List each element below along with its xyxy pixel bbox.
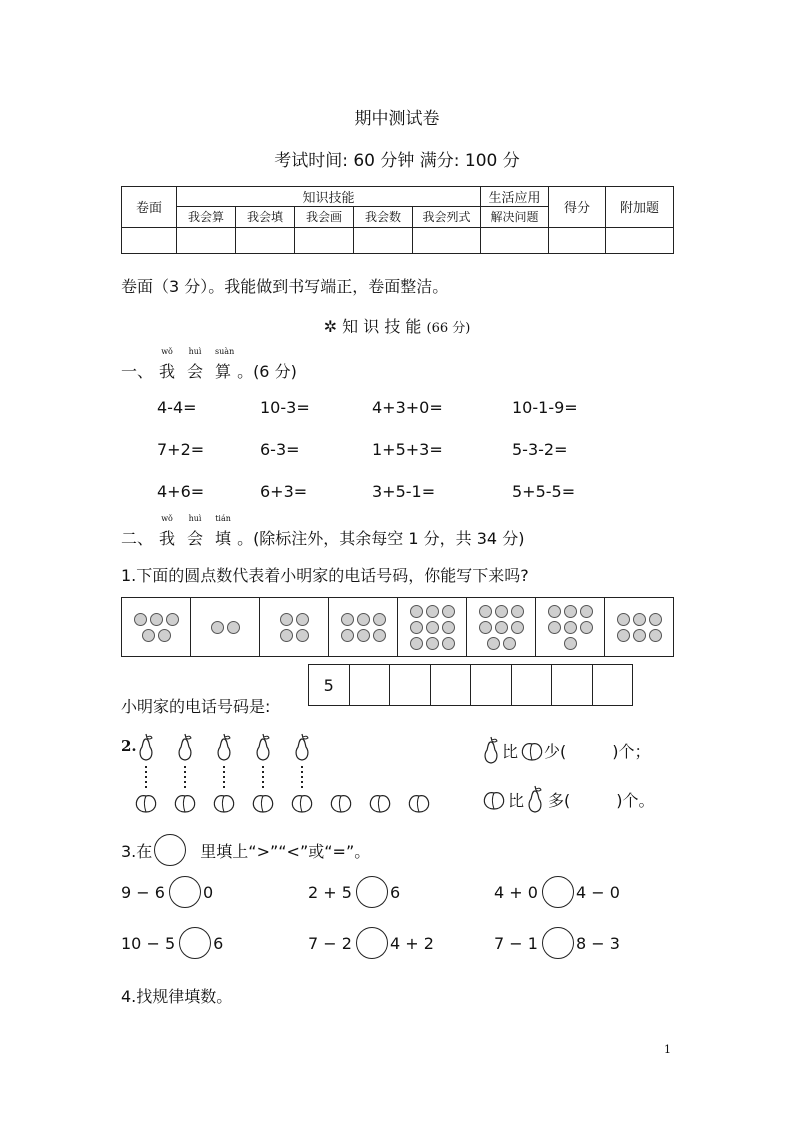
dot [548,605,561,618]
calc-item[interactable]: 5+5-5= [512,482,576,501]
compare-item [308,927,434,959]
dot [280,613,293,626]
calc-item[interactable]: 4-4= [157,398,197,417]
score-blank[interactable] [481,227,549,253]
phone-digit-blank[interactable] [431,665,472,705]
dot [296,613,309,626]
dot [479,621,492,634]
p2-line1 [482,735,651,765]
dot [142,629,155,642]
calc-item[interactable]: 7+2= [157,440,205,459]
phone-digit-blank[interactable] [390,665,431,705]
pear-icon [257,734,269,760]
phone-digit-blank[interactable] [471,665,512,705]
peach-icon [175,796,194,812]
dot [357,629,370,642]
dot [357,613,370,626]
p2-line2 [482,784,655,814]
compare-left: 10 − 5 [121,933,176,953]
score-shenghuo-sub: 解决问题 [481,207,549,227]
dot [580,605,593,618]
peach-icon [136,796,155,812]
dot [548,621,561,634]
compare-circle[interactable] [179,927,211,959]
q1-prefix: 一、 [121,362,154,381]
dot [495,621,508,634]
dot [373,613,386,626]
compare-right: 4 − 0 [575,882,620,902]
score-sub: 我会数 [354,207,413,227]
ruby-word: suàn 算 [215,347,235,381]
calc-item[interactable]: 5-3-2= [512,440,568,459]
dot [442,637,455,650]
flower-icon: ✲ [323,317,338,336]
calc-item[interactable]: 10-1-9= [512,398,578,417]
pear-icon [296,734,308,760]
score-zhishi: 知识技能 [177,187,481,207]
compare-item [121,876,213,908]
score-juanmian: 卷面 [122,187,177,228]
p3-text-a: 3.在 [121,841,153,861]
compare-left: 4 + 0 [494,882,538,902]
ruby-word: huì 会 [187,347,204,381]
ruby-word: huì 会 [187,514,204,548]
section-label: 知 识 技 能 [342,317,422,336]
dot-cell [536,598,605,656]
score-table [121,186,674,254]
dot-cell [467,598,536,656]
p3-instruction [121,834,370,866]
dot [617,613,630,626]
compare-left: 2 + 5 [308,882,352,902]
dot-cell [329,598,398,656]
score-sub: 我会画 [295,207,354,227]
score-blank[interactable] [122,227,177,253]
duo-text: 多( [548,790,571,810]
compare-item [308,876,400,908]
compare-left: 7 − 1 [494,933,538,953]
pear-icon [526,784,544,814]
calc-item[interactable]: 1+5+3= [372,440,443,459]
peach-icon [292,796,311,812]
fruit-illustration [120,732,440,822]
compare-circle[interactable] [356,876,388,908]
dot [633,613,646,626]
p3-text-b: 里填上“>”“<”或“=”。 [200,841,371,861]
p1-question: 1.下面的圆点数代表着小明家的电话号码，你能写下来吗? [121,566,529,585]
compare-left: 7 − 2 [308,933,352,953]
pear-icon [179,734,191,760]
dot [580,621,593,634]
compare-right: 0 [202,882,214,902]
peach-icon [370,796,389,812]
q1-heading [121,347,297,382]
compare-item [121,927,223,959]
phone-digit: 5 [309,665,350,705]
dot [564,621,577,634]
dot [564,605,577,618]
peach-icon [520,738,544,762]
calc-item[interactable]: 6-3= [260,440,300,459]
dot [373,629,386,642]
score-blank[interactable] [413,227,481,253]
section-heading [0,314,794,337]
exam-info: 考试时间: 60 分钟 满分: 100 分 [274,151,520,171]
compare-item [494,876,620,908]
ge-text: )个。 [616,790,655,810]
phone-digit-blank[interactable] [552,665,593,705]
ruby-word: wǒ 我 [159,514,176,548]
compare-circle[interactable] [169,876,201,908]
calc-item[interactable]: 4+3+0= [372,398,443,417]
dot [617,629,630,642]
phone-digit-blank[interactable] [350,665,391,705]
dot [150,613,163,626]
compare-item [494,927,620,959]
dot [649,613,662,626]
q2-heading [121,514,525,549]
dot [410,605,423,618]
calc-item[interactable]: 3+5-1= [372,482,436,501]
p2-number: 2. [121,737,137,755]
dots-table [121,597,674,657]
peach-icon [331,796,350,812]
dot [487,637,500,650]
ruby-word: tián 填 [215,514,232,548]
q1-suffix: 。(6 分) [237,362,297,381]
dot-cell [605,598,673,656]
bi-text: 比 [502,741,519,761]
dot-cell [260,598,329,656]
peach-icon [214,796,233,812]
dot [166,613,179,626]
score-sub: 我会填 [236,207,295,227]
compare-circle[interactable] [542,876,574,908]
compare-right: 6 [213,933,224,953]
dot [564,637,577,650]
p4-question: 4.找规律填数。 [121,987,233,1006]
dot [426,621,439,634]
dot [211,621,224,634]
score-blank[interactable] [177,227,236,253]
ruby-word: wǒ 我 [159,347,176,381]
dot [495,605,508,618]
score-blank[interactable] [549,227,606,253]
q2-prefix: 二、 [121,529,154,548]
score-sub: 我会算 [177,207,236,227]
dot [442,621,455,634]
calc-item[interactable]: 10-3= [260,398,310,417]
peach-icon [253,796,272,812]
dot [158,629,171,642]
dot [511,605,524,618]
ge-text: )个； [612,741,651,761]
dot [341,613,354,626]
compare-circle[interactable] [356,927,388,959]
compare-right: 8 − 3 [575,933,620,953]
section-points: (66 分) [426,321,471,336]
dot [134,613,147,626]
dot-cell [122,598,191,656]
score-blank[interactable] [606,227,674,253]
pear-icon [218,734,230,760]
bi-text: 比 [508,790,525,810]
dot [426,605,439,618]
calc-item[interactable]: 6+3= [260,482,308,501]
page-title: 期中测试卷 [354,109,440,129]
compare-right: 6 [389,882,401,902]
score-fujia: 附加题 [606,187,674,228]
compare-left: 9 − 6 [121,882,165,902]
dot [649,629,662,642]
score-blank[interactable] [295,227,354,253]
peach-icon [482,787,506,811]
dot [426,637,439,650]
dot [280,629,293,642]
phone-label: 小明家的电话号码是: [121,697,271,716]
compare-right: 4 + 2 [389,933,434,953]
dot-cell [191,598,260,656]
dot [503,637,516,650]
circle-icon [154,834,186,866]
compare-circle[interactable] [542,927,574,959]
dot [479,605,492,618]
shao-text: 少( [544,741,567,761]
peach-icon [409,796,428,812]
score-shenghuo: 生活应用 [481,187,549,207]
dot [410,637,423,650]
dot [511,621,524,634]
score-blank[interactable] [236,227,295,253]
dot [341,629,354,642]
phone-digit-blank[interactable] [512,665,553,705]
calc-item[interactable]: 4+6= [157,482,205,501]
phone-digit-blank[interactable] [593,665,633,705]
score-blank[interactable] [354,227,413,253]
page-number: 1 [664,1043,671,1056]
dot [410,621,423,634]
juanmian-line: 卷面（3 分）。我能做到书写端正，卷面整洁。 [121,277,449,296]
dot [227,621,240,634]
dot [442,605,455,618]
dot-cell [398,598,467,656]
q2-suffix: 。(除标注外，其余每空 1 分，共 34 分) [237,529,525,548]
pear-icon [140,734,152,760]
score-sub: 我会列式 [413,207,481,227]
dot [633,629,646,642]
dot [296,629,309,642]
score-defen: 得分 [549,187,606,228]
phone-boxes [308,664,633,706]
pear-icon [482,735,500,765]
